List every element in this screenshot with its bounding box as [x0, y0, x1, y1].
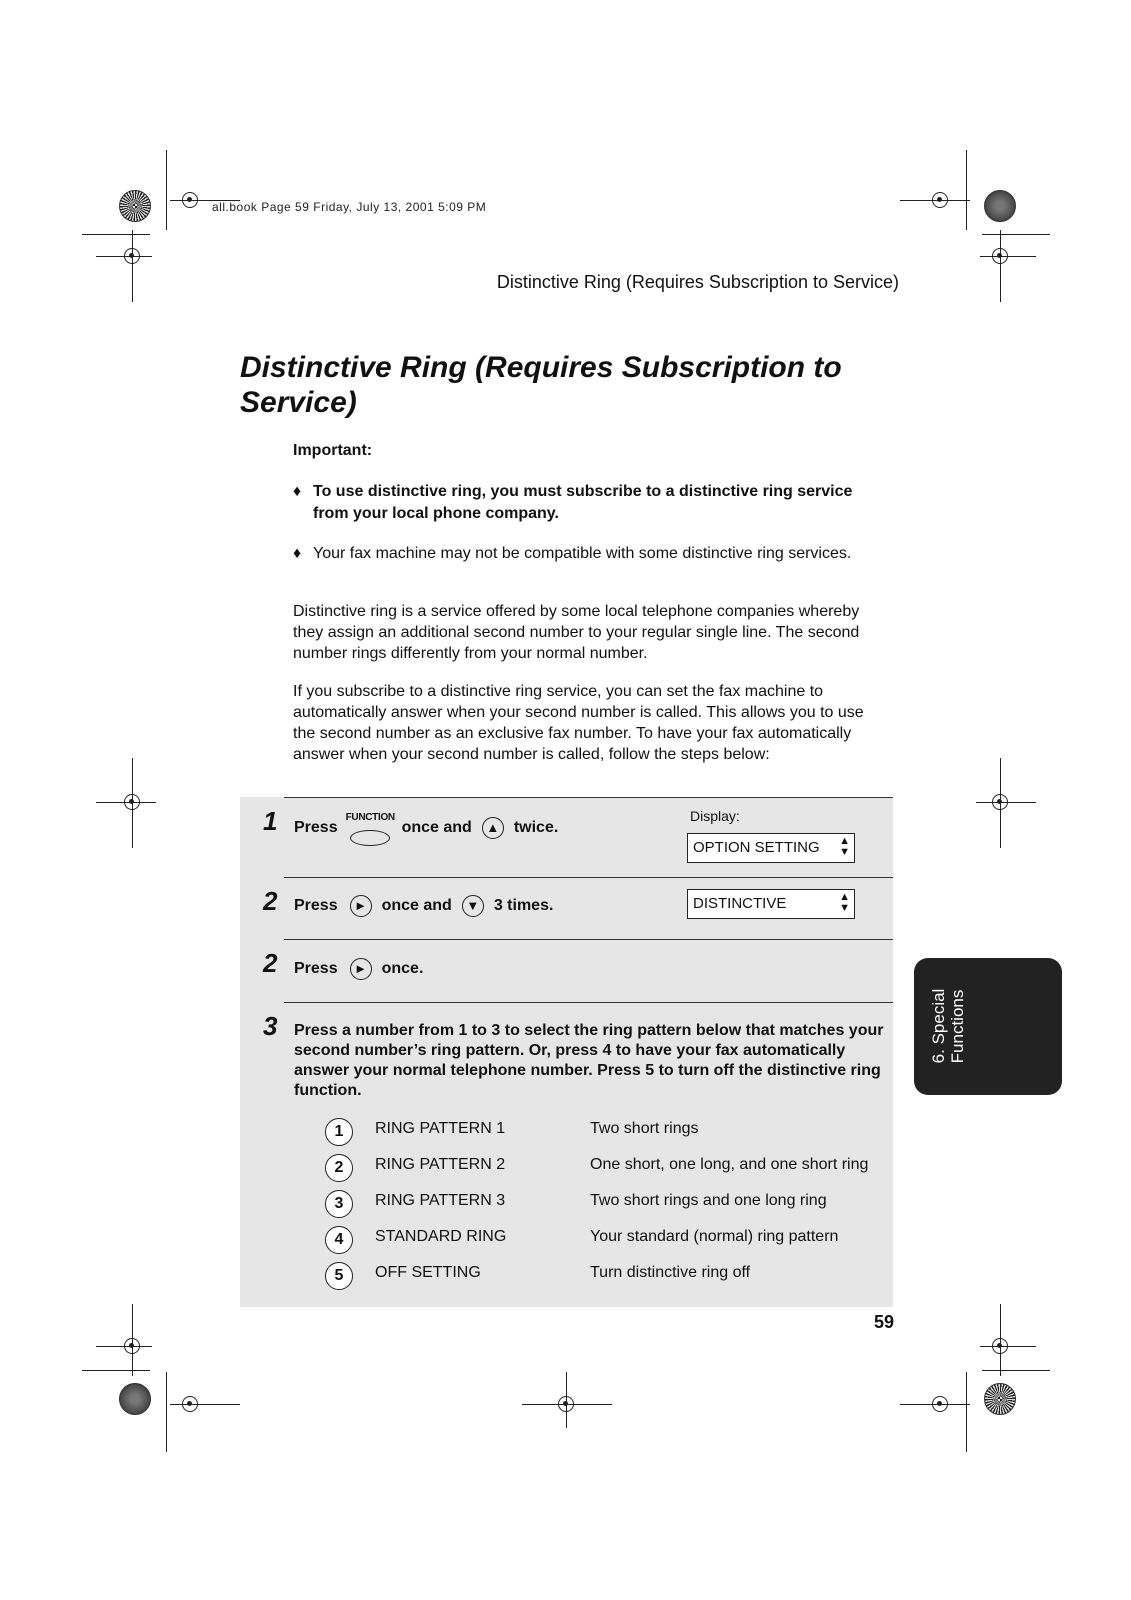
lcd-text: DISTINCTIVE — [693, 895, 787, 912]
registration-burst-icon — [119, 190, 151, 222]
up-arrow-key-icon: ▲ — [482, 817, 504, 839]
bullet-text: Your fax machine may not be compatible with some distinctive ring services. — [313, 545, 852, 562]
important-label: Important: — [293, 442, 373, 459]
divider — [284, 939, 893, 940]
pattern-description: Two short rings and one long ring — [590, 1192, 827, 1209]
step-number: 1 — [263, 806, 278, 836]
diamond-bullet-icon: ♦ — [293, 545, 302, 562]
page-number: 59 — [873, 1312, 894, 1332]
pattern-name: RING PATTERN 2 — [375, 1156, 506, 1173]
chapter-tab-line: Functions — [948, 989, 967, 1064]
diamond-bullet-icon: ♦ — [293, 483, 302, 500]
step-number: 3 — [263, 1011, 278, 1041]
step-press-text: Press — [294, 819, 338, 836]
pattern-name: RING PATTERN 1 — [375, 1120, 506, 1137]
step-instruction — [294, 812, 558, 844]
right-arrow-key-icon: ► — [350, 895, 372, 917]
divider — [284, 797, 893, 798]
registration-burst-icon — [984, 190, 1016, 222]
number-key-icon: 1 — [325, 1118, 353, 1146]
step-mid-text: once and — [381, 897, 452, 914]
step-end-text: once. — [381, 960, 424, 977]
bullet-item — [293, 543, 863, 565]
right-arrow-key-icon: ► — [350, 958, 372, 980]
paragraph: If you subscribe to a distinctive ring service, you can set the fax machine to automatically answer when your second number is called. This allows you to use the second number as an exclusive fax number. To have your fax automatically answer when your second number is called, follow the steps below: — [293, 683, 864, 763]
function-key-icon — [346, 812, 394, 844]
down-arrow-key-icon: ▼ — [462, 895, 484, 917]
registration-burst-icon — [119, 1383, 151, 1415]
pattern-description: Your standard (normal) ring pattern — [590, 1228, 839, 1245]
pattern-name: STANDARD RING — [375, 1228, 507, 1245]
lcd-text: OPTION SETTING — [693, 839, 820, 856]
print-slug: all.book Page 59 Friday, July 13, 2001 5:09 PM — [212, 200, 487, 214]
function-key-label: FUNCTION — [345, 812, 395, 823]
step-number: 2 — [263, 948, 278, 978]
bullet-text: To use distinctive ring, you must subscribe to a distinctive ring service from your local phone company. — [313, 483, 853, 522]
function-button-icon — [350, 830, 390, 846]
display-label: Display: — [690, 808, 740, 824]
step-mid-text: once and — [401, 819, 472, 836]
step-press-text: Press — [294, 960, 338, 977]
up-down-arrow-icon: ▲ ▼ — [839, 835, 850, 858]
page-title: Distinctive Ring (Requires Subscription to Service) — [240, 351, 842, 419]
pattern-description: One short, one long, and one short ring — [590, 1156, 869, 1173]
step-end-text: twice. — [513, 819, 559, 836]
pattern-description: Two short rings — [590, 1120, 699, 1137]
lcd-display — [687, 889, 855, 919]
step-instruction — [294, 955, 423, 983]
chapter-tab-label — [929, 989, 967, 1064]
number-key-icon: 4 — [325, 1226, 353, 1254]
pattern-name: OFF SETTING — [375, 1264, 481, 1281]
chapter-tab-line: 6. Special — [929, 988, 948, 1064]
step-number: 2 — [263, 886, 278, 916]
pattern-name: RING PATTERN 3 — [375, 1192, 506, 1209]
number-key-icon: 2 — [325, 1154, 353, 1182]
registration-burst-icon — [984, 1383, 1016, 1415]
step-press-text: Press — [294, 897, 338, 914]
divider — [284, 877, 893, 878]
step-instruction: Press a number from 1 to 3 to select the ring pattern below that matches your second number’s ring pattern. Or, press 4 to have your fax automatically answer your normal telephone number. Press 5 to turn off the distinctive ring function. — [294, 1022, 884, 1099]
bullet-item — [293, 481, 863, 525]
running-head: Distinctive Ring (Requires Subscription to Service) — [496, 272, 899, 292]
step-end-text: 3 times. — [493, 897, 554, 914]
pattern-description: Turn distinctive ring off — [590, 1264, 751, 1281]
lcd-display — [687, 833, 855, 863]
number-key-icon: 3 — [325, 1190, 353, 1218]
step-instruction — [294, 892, 553, 920]
divider — [284, 1002, 893, 1003]
number-key-icon: 5 — [325, 1262, 353, 1290]
paragraph: Distinctive ring is a service offered by some local telephone companies whereby they assign an additional second number to your regular single line. The second number rings differently from your normal number. — [293, 603, 860, 662]
up-down-arrow-icon: ▲ ▼ — [839, 891, 850, 914]
